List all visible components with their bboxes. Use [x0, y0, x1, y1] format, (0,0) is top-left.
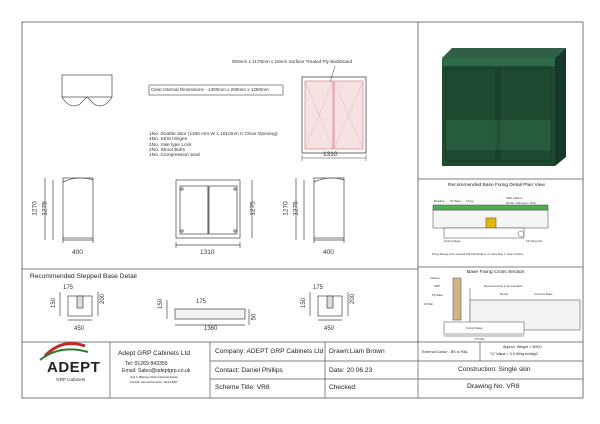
base-middle-bottom: 1360 [204, 326, 218, 332]
stepped-base-right [310, 292, 348, 320]
side-elevation-right [296, 178, 344, 243]
spec-item: 1No. Double door (1160 mm W x 1010mm H Clear Opening) [149, 132, 278, 137]
field-drawing-no: Drawing No. VR8 [467, 383, 520, 390]
plan-detail-label: Fixing Flange [444, 239, 461, 243]
left-side-height-outer: 1270 [31, 201, 39, 216]
base-middle-top: 175 [196, 299, 207, 305]
base-right-right-h: 200 [350, 293, 357, 305]
cross-section-label: Kit Bolt [424, 302, 433, 306]
base-middle-left-h: 150 [158, 298, 165, 310]
left-side-width: 400 [72, 249, 83, 256]
base-right-top: 175 [313, 285, 324, 291]
plan-detail-label: Ply Base [450, 199, 462, 203]
plan-detail-label: Kit fixing bolt [526, 239, 542, 243]
front-elevation [176, 180, 252, 248]
right-side-height-outer: 1270 [282, 201, 290, 216]
right-side-width: 400 [323, 249, 334, 256]
field-u-value: "U" Value = 3.0 W/sq.m/degC [490, 352, 539, 356]
base-left-top: 175 [63, 285, 74, 291]
plan-door-symbol [62, 75, 112, 106]
front-width: 1310 [200, 249, 215, 256]
base-left-left-h: 150 [51, 297, 58, 309]
field-external-colour: External Colour - BS or RAL [422, 350, 469, 354]
base-detail-title: Recommended Stepped Base Detail [30, 273, 137, 280]
plan-backboard-view [302, 66, 366, 161]
cross-section-label: GRP [434, 284, 441, 288]
spec-item: 2No. Shoot Bolts [149, 147, 185, 153]
cross-section-label: Cabinet [430, 276, 440, 280]
company-email: Email: Sales@adeptgrp.co.uk [122, 368, 191, 374]
front-height: 1275 [249, 201, 257, 216]
spec-list [149, 132, 277, 158]
cross-section-label: Recessed Area to be extended [484, 284, 523, 288]
field-drawn: Drawn:Liam Brown [329, 348, 385, 355]
cross-section-dim: 775 Max [474, 337, 485, 341]
company-address-1: Unit 1, Blantyre Park Industrial Estate [130, 375, 179, 379]
right-side-height-inner: 1275 [292, 201, 300, 216]
spec-item: 1No. Yale type Lock [149, 142, 192, 148]
logo-subtext: GRP Cabinets [56, 377, 86, 382]
base-right-bottom: 450 [324, 326, 335, 332]
plan-width-dim: 1310 [323, 151, 338, 158]
side-elevation-left [45, 178, 93, 243]
plan-detail-label: Fixing [466, 199, 474, 203]
cross-section-label: Fixing Flange [466, 326, 483, 330]
field-contact: Contact: Daniel Phillips [215, 367, 283, 374]
field-company: Company: ADEPT GRP Cabinets Ltd [215, 348, 324, 355]
company-address-2: Llanelli, Carmarthenshire, SA14 8NN [130, 380, 178, 384]
clear-dims-label: Clear Internal Dimensions - 1300mm x 290mm x 1250mm [151, 87, 269, 92]
plan-detail-label: Bedding [434, 199, 445, 203]
logo-text: ADEPT [47, 359, 101, 376]
cabinet-render [442, 48, 566, 166]
stepped-base-middle [167, 300, 249, 325]
company-name: Adept GRP Cabinets Ltd [118, 350, 191, 357]
board-note: 920mm x 1170mm x 18mm Surface Treated Ply Backboard [232, 59, 353, 64]
left-side-height-inner: 1275 [41, 201, 49, 216]
cross-section-label: Concrete Base [534, 292, 553, 296]
base-left-bottom: 450 [74, 326, 85, 332]
spec-item: 4No. St/St Hinges [149, 137, 188, 143]
base-fixing-plan-detail [433, 205, 548, 238]
base-middle-right-h: 50 [251, 313, 258, 321]
plan-detail-label: GRP Cabinet [506, 196, 523, 200]
plan-detail-label: Mortar / Adhesive / Dust [506, 201, 536, 205]
field-checked: Checked: [329, 384, 357, 391]
field-scheme: Scheme Title: VR8 [215, 384, 270, 391]
plan-detail-title: Recommended Base Fixing Detail Plan View [448, 183, 545, 188]
base-right-left-h: 150 [301, 297, 308, 309]
adept-logo [40, 344, 88, 360]
field-construction: Construction: Single skin [458, 366, 531, 373]
plan-detail-footnote: Fixing Flange to be secured with M12 Bolts or no more than 1 meter Centres [432, 253, 524, 256]
spec-item: 1No. Compression Seal [149, 153, 200, 159]
stepped-base-left [60, 292, 98, 320]
cross-section-title: Base Fixing Cross Section [467, 270, 525, 275]
base-left-right-h: 200 [100, 293, 107, 305]
field-approx-weight: Approx. Weight = 50KG [503, 345, 542, 349]
cross-section-label: Mortar [500, 292, 509, 296]
field-date: Date: 20.06.23 [329, 367, 373, 374]
cross-section-label: Ply Base [432, 293, 444, 297]
company-tel: Tel: 01269 843355 [125, 361, 168, 367]
